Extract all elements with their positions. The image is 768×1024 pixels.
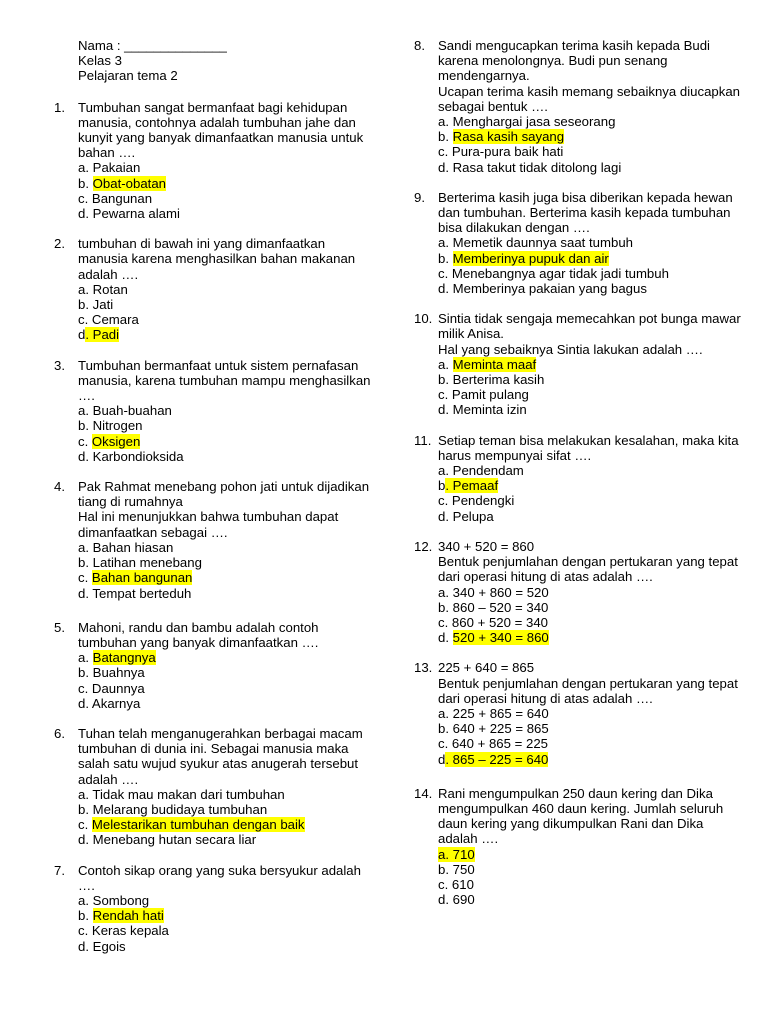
question-text: Tumbuhan sangat bermanfaat bagi kehidupan manusia, contohnya adalah tumbuhan jahe dan kunyit yang banyak dimanfaatkan manusia untuk bahan ….: [78, 99, 364, 161]
option-d: d. Pelupa: [438, 508, 494, 524]
option-b: b. Pemaaf: [438, 478, 499, 494]
question-text: 225 + 640 = 865: [438, 660, 535, 676]
question-text-continued: Bentuk penjumlahan dengan pertukaran yang tepat dari operasi hitung di atas adalah ….: [438, 675, 738, 706]
highlighted-answer: Batangnya: [92, 650, 156, 666]
highlighted-answer: Oksigen: [91, 433, 141, 449]
option-a: a. Pakaian: [78, 160, 141, 176]
option-a: a. Batangnya: [78, 650, 156, 666]
option-d: d. Padi: [78, 327, 120, 343]
option-c: c. Menebangnya agar tidak jadi tumbuh: [438, 265, 669, 281]
question-text: Berterima kasih juga bisa diberikan kepada hewan dan tumbuhan. Berterima kasih kepada tumbuhan bisa dilakukan dengan ….: [438, 189, 733, 236]
option-a: a. Tidak mau makan dari tumbuhan: [78, 786, 285, 802]
option-c: c. Pendengki: [438, 493, 515, 509]
option-a: a. Meminta maaf: [438, 356, 537, 372]
option-d: d. Rasa takut tidak ditolong lagi: [438, 159, 622, 175]
option-c: c. Bangunan: [78, 190, 153, 206]
left-column: [54, 38, 374, 969]
question-7: [54, 863, 374, 954]
option-a: a. 340 + 860 = 520: [438, 584, 549, 600]
question-4: [54, 479, 374, 601]
highlighted-answer: . Pemaaf: [445, 478, 499, 494]
question-number: 9.: [414, 189, 425, 205]
question-text: Sandi mengucapkan terima kasih kepada Budi karena menolongnya. Budi pun senang mendengarnya.: [438, 38, 710, 84]
option-d: d. Karbondioksida: [78, 448, 184, 464]
option-d: d. Tempat berteduh: [78, 585, 192, 601]
name-field-label: Nama : ______________: [78, 38, 227, 53]
question-number: 4.: [54, 479, 65, 495]
question-text: Sintia tidak sengaja memecahkan pot bunga mawar milik Anisa.: [438, 311, 741, 342]
question-text: Contoh sikap orang yang suka bersyukur adalah ….: [78, 862, 361, 893]
option-b: b. Berterima kasih: [438, 372, 545, 388]
question-number: 8.: [414, 38, 425, 53]
option-c: c. Melestarikan tumbuhan dengan baik: [78, 817, 305, 833]
question-text: Pak Rahmat menebang pohon jati untuk dijadikan tiang di rumahnya: [78, 479, 370, 510]
question-number: 3.: [54, 357, 65, 373]
question-text: 340 + 520 = 860: [438, 538, 535, 554]
option-c: c. Pamit pulang: [438, 387, 529, 403]
option-c: c. Cemara: [78, 312, 139, 328]
question-number: 14.: [414, 785, 433, 801]
option-b: b. Jati: [78, 297, 114, 313]
option-b: b. Rasa kasih sayang: [438, 129, 565, 145]
question-14: [414, 786, 744, 908]
question-number: 1.: [54, 99, 65, 115]
question-text: tumbuhan di bawah ini yang dimanfaatkan manusia karena menghasilkan bahan makanan adalah ….: [78, 236, 356, 282]
question-13: [414, 660, 744, 766]
question-3: [54, 358, 374, 464]
highlighted-answer: Rasa kasih sayang: [452, 129, 565, 145]
highlighted-answer: Bahan bangunan: [91, 570, 193, 586]
option-b: b. Melarang budidaya tumbuhan: [78, 801, 268, 817]
option-d: d. Memberinya pakaian yang bagus: [438, 281, 647, 297]
question-text: Tuhan telah menganugerahkan berbagai macam tumbuhan di dunia ini. Sebagai manusia maka salah satu wujud syukur atas anugerah tersebut adalah ….: [78, 725, 363, 787]
question-6: [54, 726, 374, 848]
option-d: d. 520 + 340 = 860: [438, 630, 549, 646]
option-d: d. Pewarna alami: [78, 206, 180, 222]
option-c: c. Keras kepala: [78, 923, 169, 939]
question-8: [414, 38, 744, 175]
question-text-continued: Hal ini menunjukkan bahwa tumbuhan dapat dimanfaatkan sebagai ….: [78, 509, 339, 540]
option-d: d. Egois: [78, 938, 126, 954]
option-a: a. 225 + 865 = 640: [438, 705, 549, 721]
question-11: [414, 433, 744, 524]
option-c: c. Pura-pura baik hati: [438, 144, 564, 160]
option-a: a. Memetik daunnya saat tumbuh: [438, 235, 633, 251]
option-d: d. 690: [438, 892, 475, 908]
question-5: [54, 620, 374, 711]
highlighted-answer: Rendah hati: [92, 908, 164, 924]
highlighted-answer: . 865 – 225 = 640: [445, 751, 549, 767]
highlighted-answer: Memberinya pupuk dan air: [452, 250, 609, 266]
lesson-label: Pelajaran tema 2: [78, 68, 178, 84]
question-9: [414, 190, 744, 296]
worksheet-header: [54, 38, 374, 84]
option-b: b. 860 – 520 = 340: [438, 599, 549, 615]
option-a: a. Rotan: [78, 281, 128, 297]
class-label: Kelas 3: [78, 53, 122, 69]
question-number: 11.: [414, 432, 432, 448]
option-a: a. Menghargai jasa seseorang: [438, 114, 616, 130]
option-b: b. Rendah hati: [78, 908, 164, 924]
option-b: b. 640 + 225 = 865: [438, 721, 549, 737]
option-c: c. 640 + 865 = 225: [438, 736, 548, 752]
highlighted-answer: a. 710: [438, 846, 475, 862]
question-2: [54, 236, 374, 342]
question-text: Setiap teman bisa melakukan kesalahan, maka kita harus mempunyai sifat ….: [438, 432, 739, 463]
question-10: [414, 311, 744, 417]
option-a: a. Bahan hiasan: [78, 539, 174, 555]
option-d: d. Menebang hutan secara liar: [78, 832, 257, 848]
question-text-continued: Ucapan terima kasih memang sebaiknya diucapkan sebagai bentuk ….: [438, 83, 741, 114]
question-number: 5.: [54, 619, 65, 635]
question-number: 2.: [54, 236, 65, 252]
option-c: c. Bahan bangunan: [78, 570, 193, 586]
question-text: Tumbuhan bermanfaat untuk sistem pernafasan manusia, karena tumbuhan mampu menghasilkan ….: [78, 357, 371, 404]
question-number: 13.: [414, 660, 433, 676]
question-text: Rani mengumpulkan 250 daun kering dan Dika mengumpulkan 460 daun kering. Jumlah seluruh daun kering yang dikumpulkan Rani dan Dika adalah ….: [438, 785, 724, 847]
question-text-continued: Hal yang sebaiknya Sintia lakukan adalah ….: [438, 341, 703, 357]
highlighted-answer: Melestarikan tumbuhan dengan baik: [91, 817, 305, 833]
option-d: d. Akarnya: [78, 695, 141, 711]
option-a: [414, 847, 744, 862]
option-b: b. Latihan menebang: [78, 555, 202, 571]
option-c: c. 860 + 520 = 340: [438, 614, 548, 630]
question-text: Mahoni, randu dan bambu adalah contoh tumbuhan yang banyak dimanfaatkan ….: [78, 619, 319, 650]
option-b: b. Nitrogen: [78, 418, 143, 434]
option-b: b. Memberinya pupuk dan air: [438, 250, 609, 266]
option-b: b. Obat-obatan: [78, 175, 166, 191]
option-c: c. Oksigen: [78, 433, 141, 449]
question-text-continued: Bentuk penjumlahan dengan pertukaran yang tepat dari operasi hitung di atas adalah ….: [438, 554, 738, 585]
option-b: b. 750: [438, 861, 475, 877]
highlighted-answer: . Padi: [85, 327, 120, 343]
option-c: c. 610: [438, 876, 474, 892]
question-number: 6.: [54, 725, 65, 741]
highlighted-answer: 520 + 340 = 860: [452, 630, 549, 646]
option-a: a. Pendendam: [438, 463, 524, 479]
option-a: a. Buah-buahan: [78, 403, 172, 419]
right-column: [414, 38, 744, 922]
question-12: [414, 539, 744, 645]
option-d: d. 865 – 225 = 640: [438, 751, 549, 767]
question-number: 10.: [414, 311, 433, 327]
option-a: a. Sombong: [78, 892, 150, 908]
highlighted-answer: Obat-obatan: [92, 175, 166, 191]
option-d: d. Meminta izin: [438, 402, 527, 418]
question-number: 7.: [54, 862, 65, 878]
question-1: [54, 100, 374, 222]
option-c: c. Daunnya: [78, 680, 145, 696]
option-b: b. Buahnya: [78, 665, 145, 681]
question-number: 12.: [414, 538, 433, 554]
highlighted-answer: Meminta maaf: [452, 356, 537, 372]
